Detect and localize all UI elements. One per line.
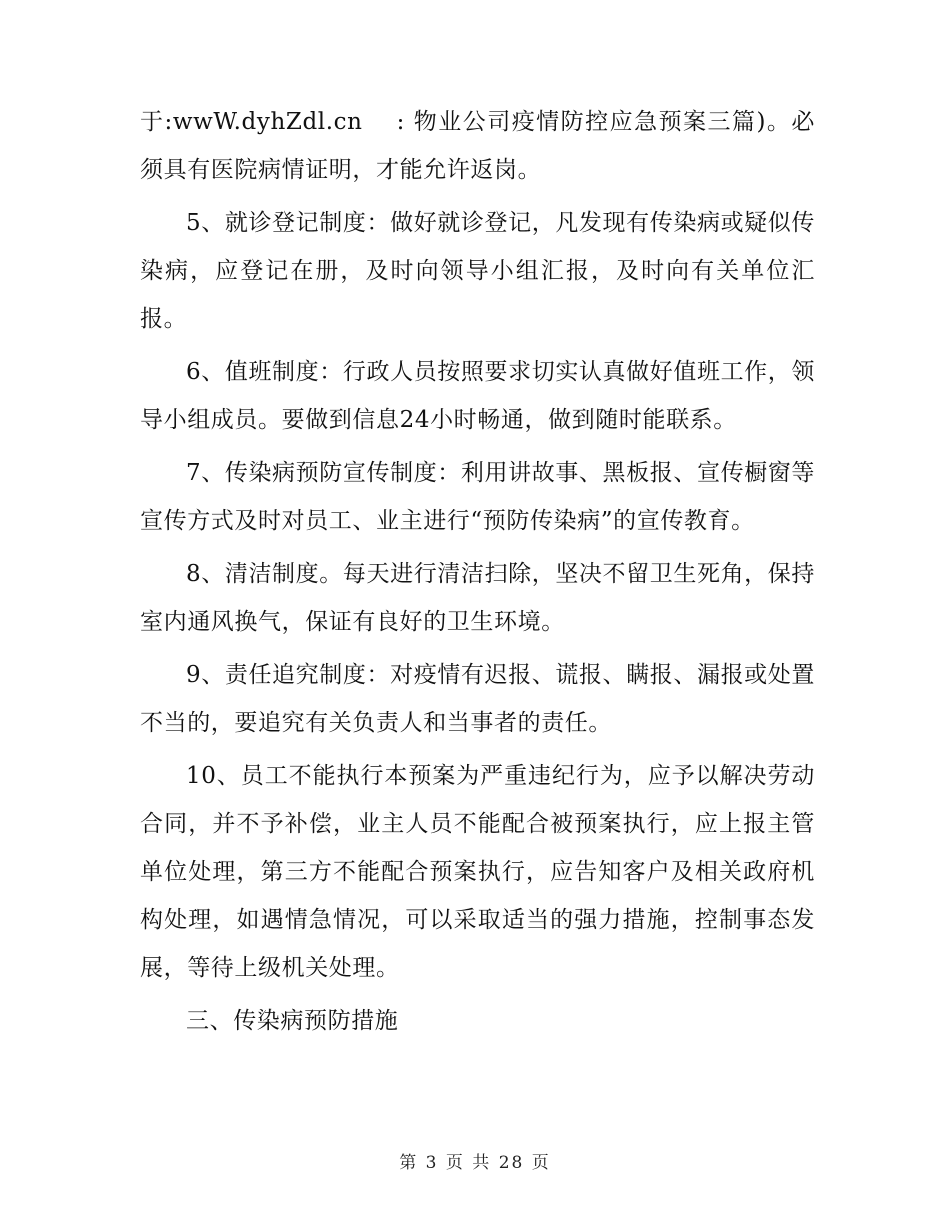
paragraph-item-9: 9、责任追究制度：对疫情有迟报、谎报、瞒报、漏报或处置不当的，要追究有关负责人和当事者的责任。 [140, 662, 815, 736]
paragraph-item-8: 8、清洁制度。每天进行清洁扫除，坚决不留卫生死角，保持室内通风换气，保证有良好的卫生环境。 [140, 561, 815, 635]
paragraph-item-7: 7、传染病预防宣传制度：利用讲故事、黑板报、宣传橱窗等宣传方式及时对员工、业主进行“预防传染病”的宣传教育。 [140, 460, 815, 534]
paragraph-item-10: 10、员工不能执行本预案为严重违纪行为，应予以解决劳动合同，并不予补偿，业主人员不能配合被预案执行，应上报主管单位处理，第三方不能配合预案执行，应告知客户及相关政府机构处理，如遇情急情况，可以采取适当的强力措施，控制事态发展，等待上级机关处理。 [140, 763, 815, 981]
document-body [140, 98, 815, 1045]
paragraph-continuation: 于:wwW.dyhZdl.cn : 物业公司疫情防控应急预案三篇)。必须具有医院病情证明，才能允许返岗。 [140, 109, 815, 183]
paragraph-item-6: 6、值班制度：行政人员按照要求切实认真做好值班工作，领导小组成员。要做到信息24小时畅通，做到随时能联系。 [140, 359, 815, 433]
section-heading: 三、传染病预防措施 [186, 1008, 399, 1034]
page-number-footer: 第 3 页 共 28 页 [399, 1153, 551, 1173]
paragraph-item-5: 5、就诊登记制度：做好就诊登记，凡发现有传染病或疑似传染病，应登记在册，及时向领导小组汇报，及时向有关单位汇报。 [140, 210, 815, 332]
